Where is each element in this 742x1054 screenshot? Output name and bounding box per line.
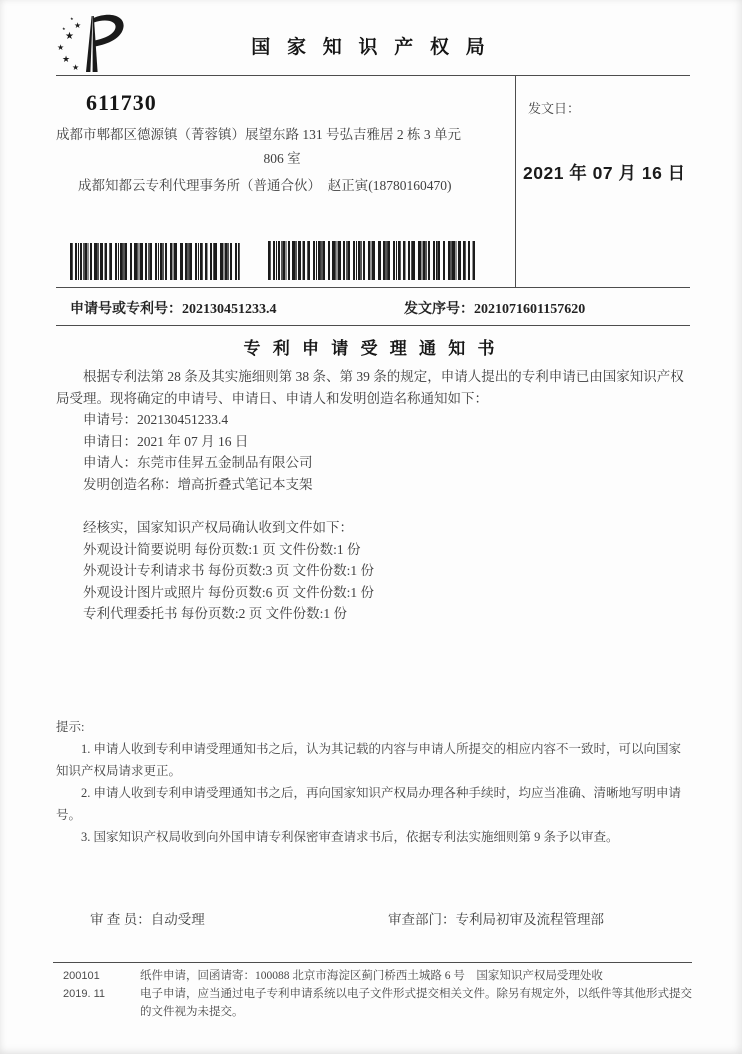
serial-number — [404, 298, 585, 318]
field-applicant — [56, 452, 692, 474]
divider-below-ref — [56, 325, 690, 326]
notice-title: 专 利 申 请 受 理 通 知 书 — [243, 339, 499, 358]
postal-code: 611730 — [86, 90, 157, 115]
recipient-address-line1: 成都市郫都区德源镇（菁蓉镇）展望东路 131 号弘吉雅居 2 栋 3 单元 — [56, 127, 461, 142]
svg-text:★: ★ — [72, 63, 80, 72]
divider-vertical — [515, 75, 516, 287]
svg-text:★: ★ — [62, 55, 71, 65]
field-application-no — [56, 409, 692, 431]
examining-department — [388, 908, 604, 928]
field-label: 申请日： — [83, 433, 137, 449]
svg-text:★: ★ — [57, 43, 65, 52]
issue-date-value: 2021 年 07 月 16 日 — [523, 163, 686, 183]
examiner — [90, 908, 205, 928]
field-label: 发明创造名称： — [83, 476, 178, 492]
serial-number-value: 2021071601157620 — [474, 302, 586, 317]
issue-date-label: 发文日： — [528, 101, 581, 116]
footer-electronic-line: 电子申请，应当通过电子专利申请系统以电子文件形式提交相关文件。除另有规定外，以纸件等其他形式提交的文件视为未提交。 — [140, 988, 692, 1018]
field-application-date — [56, 431, 692, 453]
tips-section — [56, 716, 692, 848]
tip-item: 1. 申请人收到专利申请受理通知书之后，认为其记载的内容与申请人所提交的相应内容不一致时，可以向国家知识产权局请求更正。 — [56, 742, 682, 778]
field-value: 增高折叠式笔记本支架 — [177, 476, 313, 492]
footer-paper-line: 纸件申请，回函请寄：100088 北京市海淀区蓟门桥西土城路 6 号 国家知识产权局受理处收 — [140, 970, 603, 982]
received-document-row: 外观设计简要说明 每份页数:1 页 文件份数:1 份 — [83, 541, 361, 557]
recipient-address-line2: 806 室 — [263, 151, 301, 166]
field-value: 202130451233.4 — [137, 412, 229, 427]
notice-body — [56, 366, 692, 625]
barcode-right — [268, 241, 476, 280]
application-number-value: 202130451233.4 — [182, 302, 277, 317]
field-invention-title — [56, 474, 692, 496]
department-value: 专利局初审及流程管理部 — [455, 912, 604, 927]
footer-form-codes — [63, 967, 105, 1003]
field-value: 东莞市佳昇五金制品有限公司 — [137, 455, 313, 470]
svg-text:★: ★ — [65, 31, 74, 42]
confirm-paragraph: 经核实，国家知识产权局确认收到文件如下： — [83, 520, 353, 535]
received-document-row: 外观设计图片或照片 每份页数:6 页 文件份数:1 份 — [83, 584, 375, 600]
divider-top — [56, 75, 690, 76]
department-label: 审查部门： — [388, 912, 456, 927]
footer-code-2: 2019. 11 — [63, 988, 106, 1000]
field-label: 申请人： — [83, 455, 137, 470]
received-document-row: 外观设计专利请求书 每份页数:3 页 文件份数:1 份 — [83, 563, 375, 578]
field-value: 2021 年 07 月 16 日 — [137, 433, 249, 449]
recipient-block — [56, 90, 508, 194]
field-label: 申请号： — [83, 412, 137, 427]
tip-item: 3. 国家知识产权局收到向外国申请专利保密审查请求书后，依据专利法实施细则第 9 条予以审查。 — [81, 830, 619, 844]
received-document-row: 专利代理委托书 每份页数:2 页 文件份数:1 份 — [83, 606, 348, 621]
application-number — [70, 298, 277, 318]
org-title: 国 家 知 识 产 权 局 — [251, 37, 491, 58]
tip-item: 2. 申请人收到专利申请受理通知书之后，再向国家知识产权局办理各种手续时，均应当准确、清晰地写明申请号。 — [56, 786, 682, 822]
footer-code-1: 200101 — [63, 970, 100, 982]
serial-number-label: 发文序号： — [404, 302, 474, 317]
examiner-value: 自动受理 — [150, 912, 205, 927]
examiner-label: 审 查 员： — [90, 912, 151, 927]
divider-above-ref — [56, 287, 690, 288]
svg-text:★: ★ — [70, 16, 74, 21]
application-number-label: 申请号或专利号： — [70, 302, 182, 317]
divider-footer — [53, 962, 692, 963]
recipient-agency-line: 成都知都云专利代理事务所（普通合伙） 赵正寅(18780160470) — [78, 178, 452, 193]
tips-label: 提示: — [56, 720, 85, 734]
svg-text:★: ★ — [74, 21, 82, 30]
barcode-left — [70, 243, 240, 280]
svg-text:★: ★ — [62, 26, 66, 31]
footer-notes — [140, 967, 696, 1021]
intro-paragraph: 根据专利法第 28 条及其实施细则第 38 条、第 39 条的规定，申请人提出的专利申请已由国家知识产权局受理。现将确定的申请号、申请日、申请人和发明创造名称通知如下： — [56, 369, 684, 406]
